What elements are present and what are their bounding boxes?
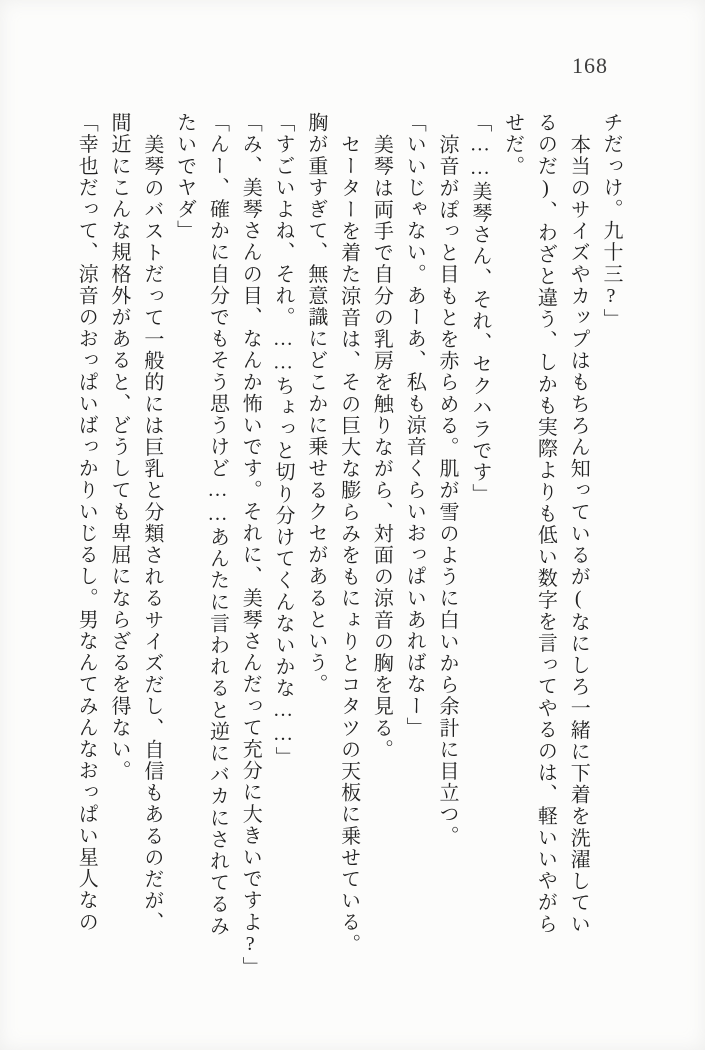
text-line: 「んー、確かに自分でもそう思うけど……あんたに言われると逆にバカにされてるみ: [206, 112, 229, 937]
text-line: るのだ)、わざと違う、しかも実際よりも低い数字を言ってやるのは、軽いいやがら: [534, 112, 557, 935]
text-line: 「すごいよね、それ。……ちょっと切り分けてくんないかな……」: [272, 112, 295, 768]
text-line: 胸が重すぎて、無意識にどこかに乗せるクセがあるという。: [304, 112, 327, 696]
text-line: たいでヤダ」: [173, 112, 196, 242]
page-text: [69, 112, 627, 978]
text-line: 美琴のバストだって一般的には巨乳と分類されるサイズだし、自信もあるのだが、: [140, 133, 163, 933]
text-line: 美琴は両手で自分の乳房を触りながら、対面の涼音の胸を見る。: [370, 133, 393, 760]
text-line: セーターを着た涼音は、その巨大な膨らみをもにょりとコタツの天板に乗せている。: [337, 133, 360, 955]
text-line: 「……美琴さん、それ、セクハラです」: [468, 112, 491, 505]
text-line: チだっけ。九十三?」: [600, 112, 622, 330]
text-line: 涼音がぽっと目もとを赤らめる。肌が雪のように白いから余計に目立つ。: [436, 133, 459, 847]
text-line: 「み、美琴さんの目、なんか怖いです。それに、美琴さんだって充分に大きいですよ?」: [239, 112, 262, 978]
text-line: 「いいじゃない。あーあ、私も涼音くらいおっぱいあればなー」: [403, 112, 426, 739]
page-number: 168: [572, 53, 608, 78]
text-line: 「幸也だって、涼音のおっぱいばっかりいじるし。男なんてみんなおっぱい星人なの: [75, 112, 98, 933]
text-line: 本当のサイズやカップはもちろん知っているが(なにしろ一緒に下着を洗濯してい: [567, 133, 590, 935]
text-line: 間近にこんな規格外があると、どうしても卑屈にならざるを得ない。: [108, 112, 131, 782]
text-line: せだ。: [501, 112, 524, 177]
